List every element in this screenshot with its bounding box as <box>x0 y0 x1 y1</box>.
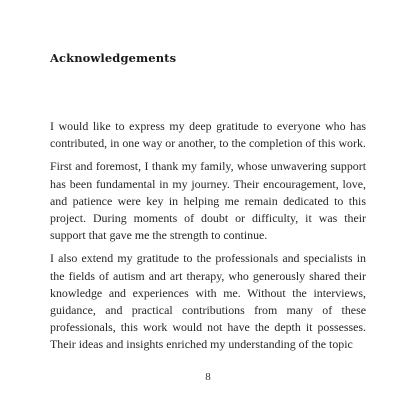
paragraph-professionals: I also extend my gratitude to the professionals and specialists in the fields of autism and art therapy, who generously shared their knowledge and experiences with me. Without the interviews, guidance, and practical contributions from many of these professionals, this work would not have the depth it possesses. Their ideas and insights enriched my understanding of the topic <box>50 251 366 352</box>
page-heading: Acknowledgements <box>50 51 177 65</box>
paragraph-family: First and foremost, I thank my family, whose unwavering support has been fundamental in my journey. Their encouragement, love, and patience were key in helping me remain dedicated to this project. During moments of doubt or difficulty, it was their support that gave me the strength to continue. <box>50 159 366 243</box>
paragraph-intro: I would like to express my deep gratitude to everyone who has contributed, in one way or another, to the completion of this work. <box>50 119 366 151</box>
body-text <box>50 118 366 360</box>
page-number: 8 <box>205 371 211 383</box>
